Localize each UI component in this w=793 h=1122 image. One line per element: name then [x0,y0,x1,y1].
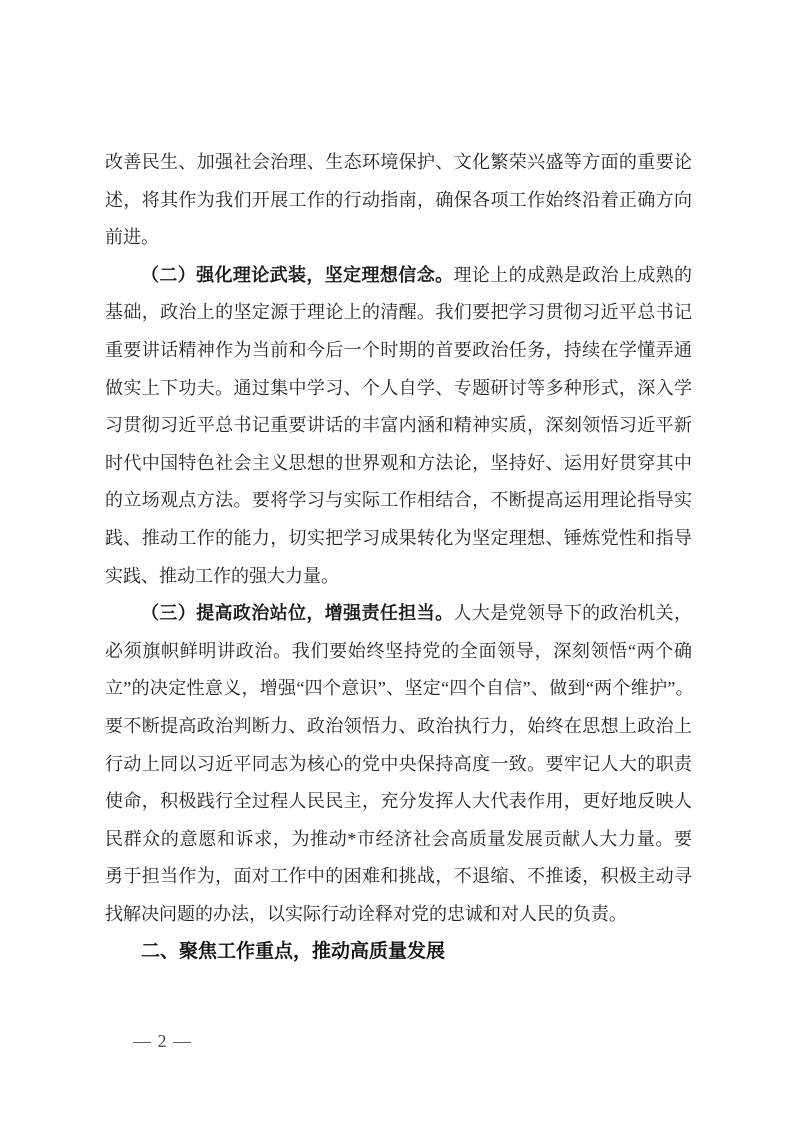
body-text-line: 实践、推动工作的强大力量。 [105,565,339,586]
body-text-line: 民群众的意愿和诉求，为推动*市经济社会高质量发展贡献人大力量。要 [105,828,692,849]
paragraph-lead-heading: （二）强化理论武装，坚定理想信念。 [141,264,454,285]
body-text-line: 重要讲话精神作为当前和今后一个时期的首要政治任务，持续在学懂弄通 [105,339,692,360]
body-text-line: 必须旗帜鲜明讲政治。我们要始终坚持党的全面领导，深刻领悟“两个确 [105,640,692,661]
body-text-line: 立”的决定性意义，增强“四个意识”、坚定“四个自信”、做到“两个维护”。 [105,678,692,699]
body-text-line: 前进。 [105,227,159,248]
body-text-line: 时代中国特色社会主义思想的世界观和方法论，坚持好、运用好贯穿其中 [105,452,692,473]
body-text-line: 行动上同以习近平同志为核心的党中央保持高度一致。要牢记人大的职责 [105,753,692,774]
document-body [105,144,692,971]
body-text-line: 勇于担当作为，面对工作中的困难和挑战，不退缩、不推诿，积极主动寻 [105,866,692,887]
body-text-line: 要不断提高政治判断力、政治领悟力、政治执行力，始终在思想上政治上 [105,715,692,736]
body-text-line: 的立场观点方法。要将学习与实际工作相结合，不断提高运用理论指导实 [105,490,692,511]
section-heading-line: 二、聚焦工作重点，推动高质量发展 [141,941,446,963]
body-text-line: （二）强化理论武装，坚定理想信念。理论上的成熟是政治上成熟的 [141,264,693,285]
body-text-line: 找解决问题的办法，以实际行动诠释对党的忠诚和对人民的负责。 [105,903,627,924]
body-text-line: 践、推动工作的能力，切实把学习成果转化为坚定理想、锤炼党性和指导 [105,527,692,548]
paragraph-lead-heading: （三）提高政治站位，增强责任担当。 [141,603,454,624]
body-text-line: 做实上下功夫。通过集中学习、个人自学、专题研讨等多种形式，深入学 [105,377,692,398]
body-text-line: 基础，政治上的坚定源于理论上的清醒。我们要把学习贯彻习近平总书记 [105,302,692,323]
body-text-line: 习贯彻习近平总书记重要讲话的丰富内涵和精神实质，深刻领悟习近平新 [105,415,692,436]
body-text-line: 使命，积极践行全过程人民民主，充分发挥人大代表作用，更好地反映人 [105,791,692,812]
body-text-line: 述，将其作为我们开展工作的行动指南，确保各项工作始终沿着正确方向 [105,189,692,210]
page-number: — 2 — [133,1031,192,1051]
body-text-line: （三）提高政治站位，增强责任担当。人大是党领导下的政治机关， [141,603,693,624]
body-text-line: 改善民生、加强社会治理、生态环境保护、文化繁荣兴盛等方面的重要论 [105,152,692,172]
